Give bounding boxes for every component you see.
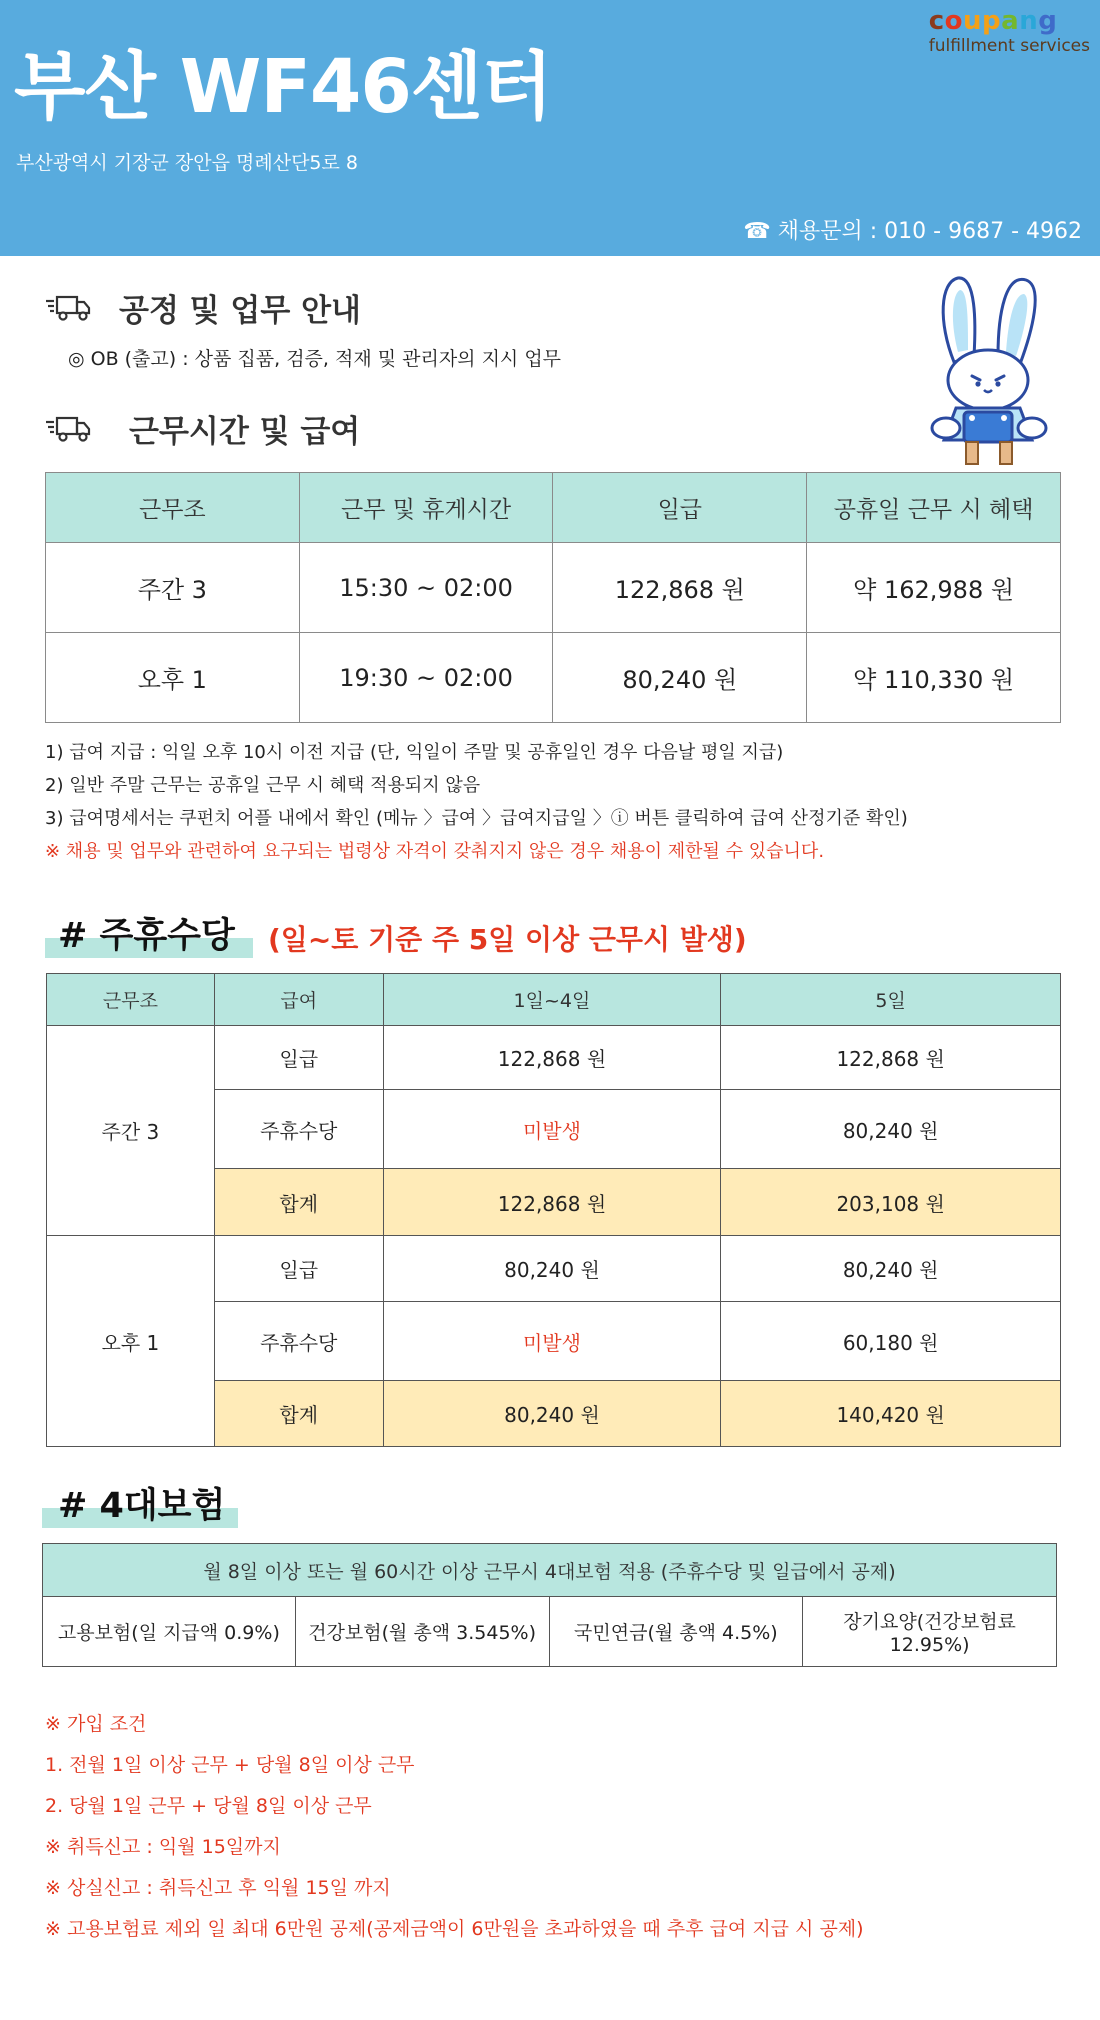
weekly-item-cell: 주휴수당 [214, 1090, 383, 1169]
logo-letter: u [963, 6, 983, 36]
condition-line: 1. 전월 1일 이상 근무 + 당월 8일 이상 근무 [45, 1754, 415, 1776]
table-row [47, 1236, 1061, 1302]
weekly-value-cell: 122,868 원 [383, 1026, 721, 1090]
process-description: ◎ OB (출고) : 상품 집품, 검증, 적재 및 관리자의 지시 업무 [68, 348, 562, 370]
logo-subtitle: fulfillment services [928, 36, 1090, 56]
weekly-value-cell: 60,180 원 [721, 1302, 1061, 1381]
pay-warning: ※ 채용 및 업무와 관련하여 요구되는 법령상 자격이 갖춰지지 않은 경우 채용이 제한될 수 있습니다. [45, 841, 825, 862]
weekly-total-label: 합계 [214, 1169, 383, 1236]
weekly-table-header-row [47, 974, 1061, 1026]
pay-table-header: 공휴일 근무 시 혜택 [807, 473, 1061, 543]
condition-line: ※ 고용보험료 제외 일 최대 6만원 공제(공제금액이 6만원을 초과하였을 때 추후 급여 지급 시 공제) [45, 1918, 864, 1940]
weekly-value-cell: 80,240 원 [383, 1236, 721, 1302]
pay-notes [45, 736, 908, 868]
condition-line: ※ 상실신고 : 취득신고 후 익월 15일 까지 [45, 1877, 391, 1899]
insurance-table [42, 1543, 1057, 1667]
weekly-item-cell: 일급 [214, 1236, 383, 1302]
weekly-item-cell: 주휴수당 [214, 1302, 383, 1381]
section-pay-header [45, 406, 360, 451]
pay-note: 2) 일반 주말 근무는 공휴일 근무 시 혜택 적용되지 않음 [45, 775, 481, 796]
weekly-allowance-table [46, 973, 1061, 1447]
section-pay-title: 근무시간 및 급여 [129, 414, 361, 450]
table-row [46, 543, 1061, 633]
table-row [47, 1026, 1061, 1090]
weekly-table-header: 급여 [214, 974, 383, 1026]
logo-letter: a [1001, 6, 1020, 36]
insurance-item: 장기요양(건강보험료 12.95%) [803, 1597, 1057, 1667]
weekly-total-label: 합계 [214, 1381, 383, 1447]
pay-cell-shift: 오후 1 [46, 633, 300, 723]
coupang-logo [929, 6, 1090, 56]
condition-line: ※ 가입 조건 [45, 1713, 147, 1735]
pay-table-header: 일급 [553, 473, 807, 543]
weekly-total-value: 140,420 원 [721, 1381, 1061, 1447]
contact-phone: ☎ 채용문의 : 010 - 9687 - 4962 [743, 219, 1082, 244]
weekly-shift-cell: 주간 3 [47, 1026, 215, 1236]
weekly-table-header: 1일~4일 [383, 974, 721, 1026]
section-process-title: 공정 및 업무 안내 [119, 293, 361, 329]
truck-icon [45, 293, 91, 323]
center-address: 부산광역시 기장군 장안읍 명례산단5로 8 [16, 152, 358, 174]
pay-cell-daily: 122,868 원 [553, 543, 807, 633]
logo-letter: p [982, 6, 1002, 36]
logo-letter: c [928, 6, 945, 36]
section-process-header [45, 285, 361, 330]
rabbit-mascot-illustration [928, 272, 1056, 472]
insurance-item: 국민연금(월 총액 4.5%) [549, 1597, 803, 1667]
insurance-item: 고용보험(일 지급액 0.9%) [43, 1597, 296, 1667]
weekly-value-cell: 미발생 [383, 1090, 721, 1169]
header-banner [0, 0, 1100, 256]
logo-letter: o [944, 6, 964, 36]
pay-cell-shift: 주간 3 [46, 543, 300, 633]
weekly-total-value: 80,240 원 [383, 1381, 721, 1447]
weekly-title: # 주휴수당 [58, 916, 235, 956]
logo-letter: g [1038, 6, 1058, 36]
pay-cell-holiday: 약 162,988 원 [807, 543, 1061, 633]
insurance-item: 건강보험(월 총액 3.545%) [295, 1597, 549, 1667]
insurance-header: 월 8일 이상 또는 월 60시간 이상 근무시 4대보험 적용 (주휴수당 및 일급에서 공제) [43, 1544, 1057, 1597]
pay-table-header-row [46, 473, 1061, 543]
weekly-value-cell: 80,240 원 [721, 1236, 1061, 1302]
insurance-title: # 4대보험 [58, 1486, 226, 1526]
weekly-value-cell: 미발생 [383, 1302, 721, 1381]
weekly-subtitle: (일~토 기준 주 5일 이상 근무시 발생) [268, 923, 747, 956]
table-row [43, 1597, 1057, 1667]
pay-cell-hours: 19:30 ~ 02:00 [299, 633, 553, 723]
insurance-conditions [45, 1704, 864, 1950]
pay-table-header: 근무 및 휴게시간 [299, 473, 553, 543]
pay-table [45, 472, 1061, 723]
condition-line: 2. 당월 1일 근무 + 당월 8일 이상 근무 [45, 1795, 372, 1817]
truck-icon [45, 414, 91, 444]
condition-line: ※ 취득신고 : 익월 15일까지 [45, 1836, 281, 1858]
weekly-total-value: 203,108 원 [721, 1169, 1061, 1236]
weekly-table-header: 5일 [721, 974, 1061, 1026]
weekly-shift-cell: 오후 1 [47, 1236, 215, 1447]
weekly-value-cell: 122,868 원 [721, 1026, 1061, 1090]
insurance-header-row [43, 1544, 1057, 1597]
weekly-total-value: 122,868 원 [383, 1169, 721, 1236]
pay-cell-hours: 15:30 ~ 02:00 [299, 543, 553, 633]
pay-note: 1) 급여 지급 : 익일 오후 10시 이전 지급 (단, 익일이 주말 및 공휴일인 경우 다음날 평일 지급) [45, 742, 784, 763]
page-title: 부산 WF46센터 [14, 44, 552, 130]
weekly-table-header: 근무조 [47, 974, 215, 1026]
pay-table-header: 근무조 [46, 473, 300, 543]
logo-wordmark [929, 6, 1090, 36]
pay-cell-daily: 80,240 원 [553, 633, 807, 723]
table-row [46, 633, 1061, 723]
weekly-value-cell: 80,240 원 [721, 1090, 1061, 1169]
pay-cell-holiday: 약 110,330 원 [807, 633, 1061, 723]
weekly-item-cell: 일급 [214, 1026, 383, 1090]
pay-note: 3) 급여명세서는 쿠펀치 어플 내에서 확인 (메뉴 〉급여 〉급여지급일 〉ⓘ 버튼 클릭하여 급여 산정기준 확인) [45, 808, 908, 829]
logo-letter: n [1019, 6, 1039, 36]
